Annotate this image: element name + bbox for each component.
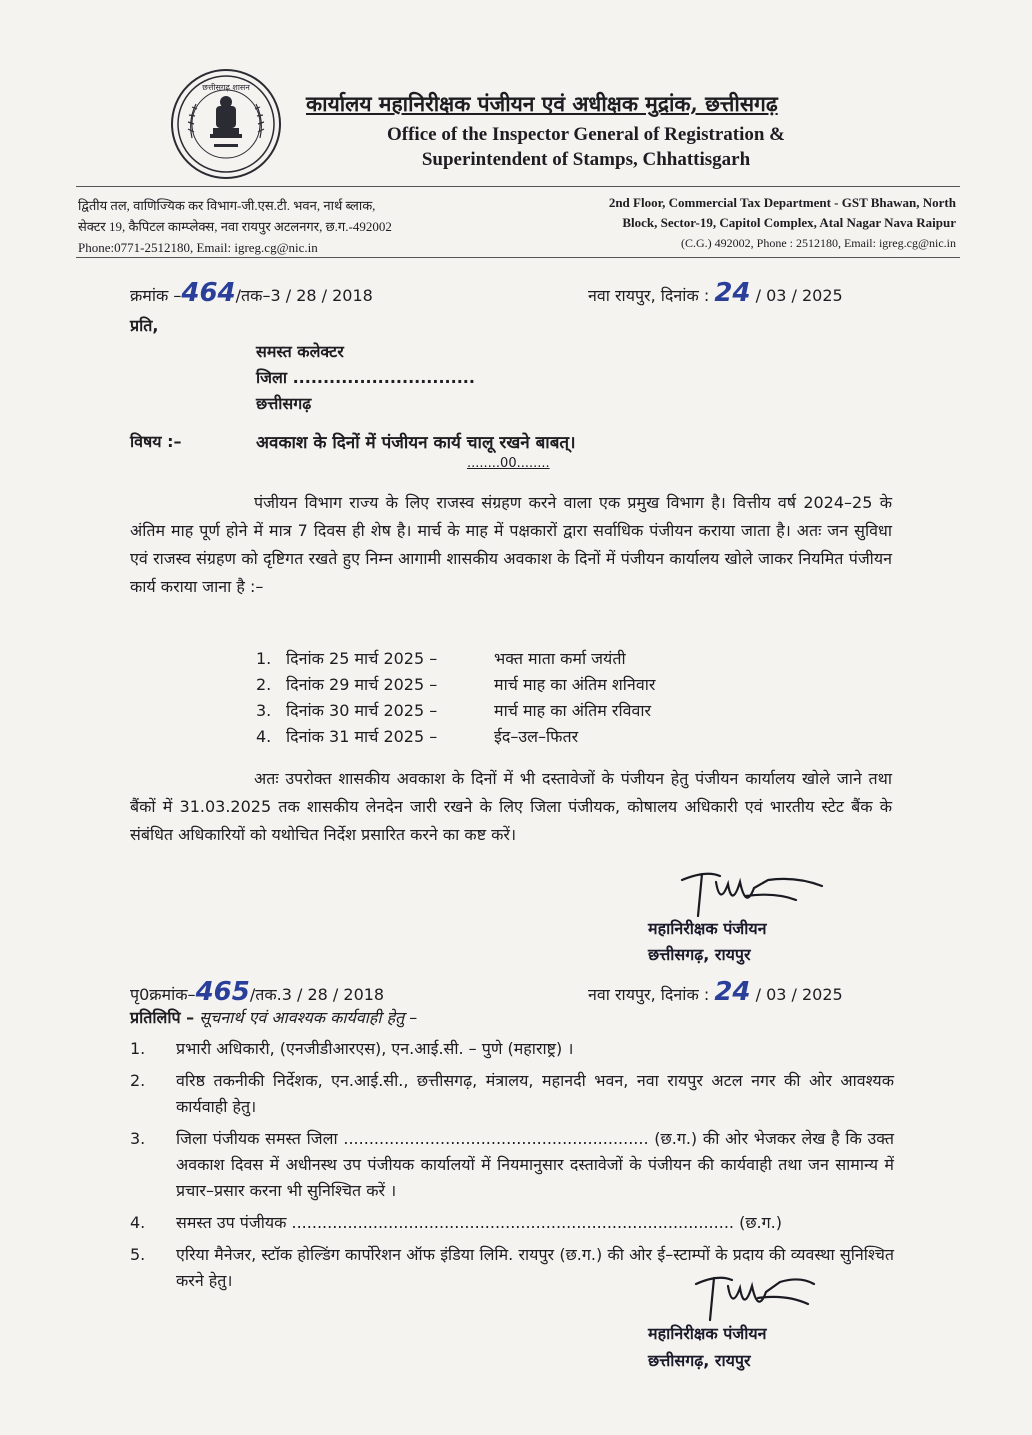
address-hindi: [78, 195, 392, 258]
copy-item-num: 3.: [130, 1129, 146, 1148]
holiday-date: दिनांक 30 मार्च 2025 –: [286, 701, 438, 720]
section-divider: ........00........: [467, 456, 550, 471]
copy-item-num: 1.: [130, 1039, 146, 1058]
subject-label: विषय :–: [130, 432, 182, 451]
recipient-block: [256, 339, 475, 417]
recipient-line3: छत्तीसगढ़: [256, 394, 312, 413]
holiday-num: 3.: [256, 701, 272, 720]
copy-reference-number: [130, 977, 384, 1007]
copy-item-text: जिला पंजीयक समस्त जिला ............................................................ (छ.ग.) की ओर भेजकर लेख है कि उक्त अवकाश दिवस में अधीनस्थ उप पंजीयक कार्यालयों में नियमानुसार दस्तावेजों के पंजीयन की कार्यवाही तथा जन सामान्य में प्रचार–प्रसार करना भी सुनिश्चित करें ।: [176, 1129, 894, 1200]
address-english-line2: Block, Sector-19, Capitol Complex, Atal Nagar Nava Raipur: [622, 215, 956, 230]
copy-item-text: वरिष्ठ तकनीकी निर्देशक, एन.आई.सी., छत्तीसगढ़, मंत्रालय, महानदी भवन, नवा रायपुर अटल नगर की ओर आवश्यक कार्यवाही हेतु।: [176, 1071, 894, 1116]
copy-item-num: 5.: [130, 1245, 146, 1264]
copy-list-item: [130, 1036, 894, 1062]
signatory-title: महानिरीक्षक पंजीयन: [648, 919, 767, 938]
ref-prefix: क्रमांक –: [130, 286, 182, 305]
holiday-desc: मार्च माह का अंतिम शनिवार: [494, 675, 656, 694]
address-contact-line: Phone:0771-2512180, Email: igreg.cg@nic.in: [78, 240, 318, 255]
copy-item-text: समस्त उप पंजीयक ....................................................................................... (छ.ग.): [176, 1213, 782, 1232]
copy-date-prefix: नवा रायपुर, दिनांक :: [588, 985, 710, 1004]
holiday-date: दिनांक 29 मार्च 2025 –: [286, 675, 438, 694]
holiday-desc: भक्त माता कर्मा जयंती: [494, 649, 626, 668]
copy-signatory-block: [648, 1320, 767, 1374]
copy-list: [130, 1036, 894, 1294]
address-english-line1: 2nd Floor, Commercial Tax Department - GST Bhawan, North: [608, 195, 956, 210]
holiday-num: 4.: [256, 727, 272, 746]
header-rule-top: [76, 186, 960, 187]
office-title-english: [306, 122, 866, 172]
copy-date-suffix: / 03 / 2025: [755, 985, 843, 1004]
letter-date: [588, 278, 843, 308]
holiday-num: 1.: [256, 649, 272, 668]
copy-list-item: [130, 1126, 894, 1204]
recipient-line2: जिला ..............................: [256, 368, 475, 387]
copy-date: [588, 977, 843, 1007]
holiday-item: [256, 724, 655, 750]
holiday-date: दिनांक 25 मार्च 2025 –: [286, 649, 438, 668]
address-english: [560, 193, 956, 253]
subject-text: अवकाश के दिनों में पंजीयन कार्य चालू रखने बाबत्।: [256, 433, 576, 453]
signatory-place: छत्तीसगढ़, रायपुर: [648, 945, 751, 964]
office-title-english-line2: Superintendent of Stamps, Chhattisgarh: [421, 149, 751, 170]
copy-list-item: [130, 1210, 894, 1236]
holiday-num: 2.: [256, 675, 272, 694]
copy-item-text: प्रभारी अधिकारी, (एनजीडीआरएस), एन.आई.सी. – पुणे (महाराष्ट्र) ।: [176, 1039, 574, 1058]
paragraph-request: अतः उपरोक्त शासकीय अवकाश के दिनों में भी दस्तावेजों के पंजीयन हेतु पंजीयन कार्यालय खोले जाने तथा बैंकों में 31.03.2025 तक शासकीय लेनदेन जारी रखने के लिए जिला पंजीयक, कोषालय अधिकारी एवं भारतीय स्टेट बैंक के संबंधित अधिकारियों को यथोचित निर्देश प्रसारित करने का कष्ट करें।: [130, 769, 892, 844]
handwritten-copy-ref-number: 465: [195, 977, 250, 1007]
address-english-line3: (C.G.) 492002, Phone : 2512180, Email: igreg.cg@nic.in: [680, 236, 956, 250]
copy-item-num: 4.: [130, 1213, 146, 1232]
holiday-date: दिनांक 31 मार्च 2025 –: [286, 727, 438, 746]
handwritten-ref-number: 464: [181, 278, 236, 308]
recipient-line1: समस्त कलेक्टर: [256, 342, 344, 361]
handwritten-date-day: 24: [714, 278, 751, 308]
date-prefix: नवा रायपुर, दिनांक :: [588, 286, 710, 305]
to-label: प्रति,: [130, 316, 159, 335]
copy-heading-text: सूचनार्थ एवं आवश्यक कार्यवाही हेतु –: [199, 1008, 418, 1027]
office-title-english-line1: Office of the Inspector General of Registration &: [386, 124, 786, 145]
handwritten-copy-date-day: 24: [714, 977, 751, 1007]
holiday-item: [256, 646, 655, 672]
signature-icon: [676, 866, 826, 922]
address-hindi-line2: सेक्टर 19, कैपिटल काम्प्लेक्स, नवा रायपुर अटलनगर, छ.ग.-492002: [78, 219, 392, 234]
address-hindi-line1: द्वितीय तल, वाणिज्यिक कर विभाग-जी.एस.टी. भवन, नार्थ ब्लाक,: [78, 198, 376, 213]
signature-icon: [690, 1268, 820, 1326]
copy-signatory-place: छत्तीसगढ़, रायपुर: [648, 1351, 751, 1370]
date-suffix: / 03 / 2025: [755, 286, 843, 305]
holiday-desc: मार्च माह का अंतिम रविवार: [494, 701, 652, 720]
svg-text:छत्तीसगढ़ शासन: छत्तीसगढ़ शासन: [202, 83, 250, 92]
office-title-hindi: कार्यालय महानिरीक्षक पंजीयन एवं अधीक्षक मुद्रांक, छत्तीसगढ़: [306, 91, 778, 116]
copy-list-item: [130, 1068, 894, 1120]
signatory-block: [648, 916, 767, 968]
copy-ref-prefix: पृ0क्रमांक–: [130, 985, 196, 1004]
holiday-item: [256, 698, 655, 724]
holiday-desc: ईद–उल–फितर: [494, 727, 579, 746]
holiday-list: [256, 646, 655, 750]
copy-item-text: एरिया मैनेजर, स्टॉक होल्डिंग कार्पोरेशन ऑफ इंडिया लिमि. रायपुर (छ.ग.) की ओर ई–स्टाम्पों के प्रदाय की व्यवस्था सुनिश्चित करने हेतु।: [176, 1245, 894, 1290]
holiday-item: [256, 672, 655, 698]
copy-heading-label: प्रतिलिपि –: [130, 1008, 195, 1027]
copy-item-num: 2.: [130, 1071, 146, 1090]
reference-number: [130, 278, 373, 308]
government-seal-icon: [170, 68, 282, 180]
ref-suffix: /तक–3 / 28 / 2018: [235, 286, 373, 305]
header-rule-bottom: [76, 257, 960, 258]
copy-heading: [130, 1006, 417, 1028]
paragraph-main: पंजीयन विभाग राज्य के लिए राजस्व संग्रहण करने वाला एक प्रमुख विभाग है। वित्तीय वर्ष 2024–25 के अंतिम माह पूर्ण होने में मात्र 7 दिवस ही शेष है। मार्च के माह में पक्षकारों द्वारा सर्वाधिक पंजीयन कराया जाता है। अतः जन सुविधा एवं राजस्व संग्रहण को दृष्टिगत रखते हुए निम्न आगामी शासकीय अवकाश के दिनों में पंजीयन कार्यालय खोले जाकर नियमित पंजीयन कार्य कराया जाना है :–: [130, 493, 892, 596]
copy-signatory-title: महानिरीक्षक पंजीयन: [648, 1324, 767, 1343]
copy-ref-suffix: /तक.3 / 28 / 2018: [249, 985, 385, 1004]
